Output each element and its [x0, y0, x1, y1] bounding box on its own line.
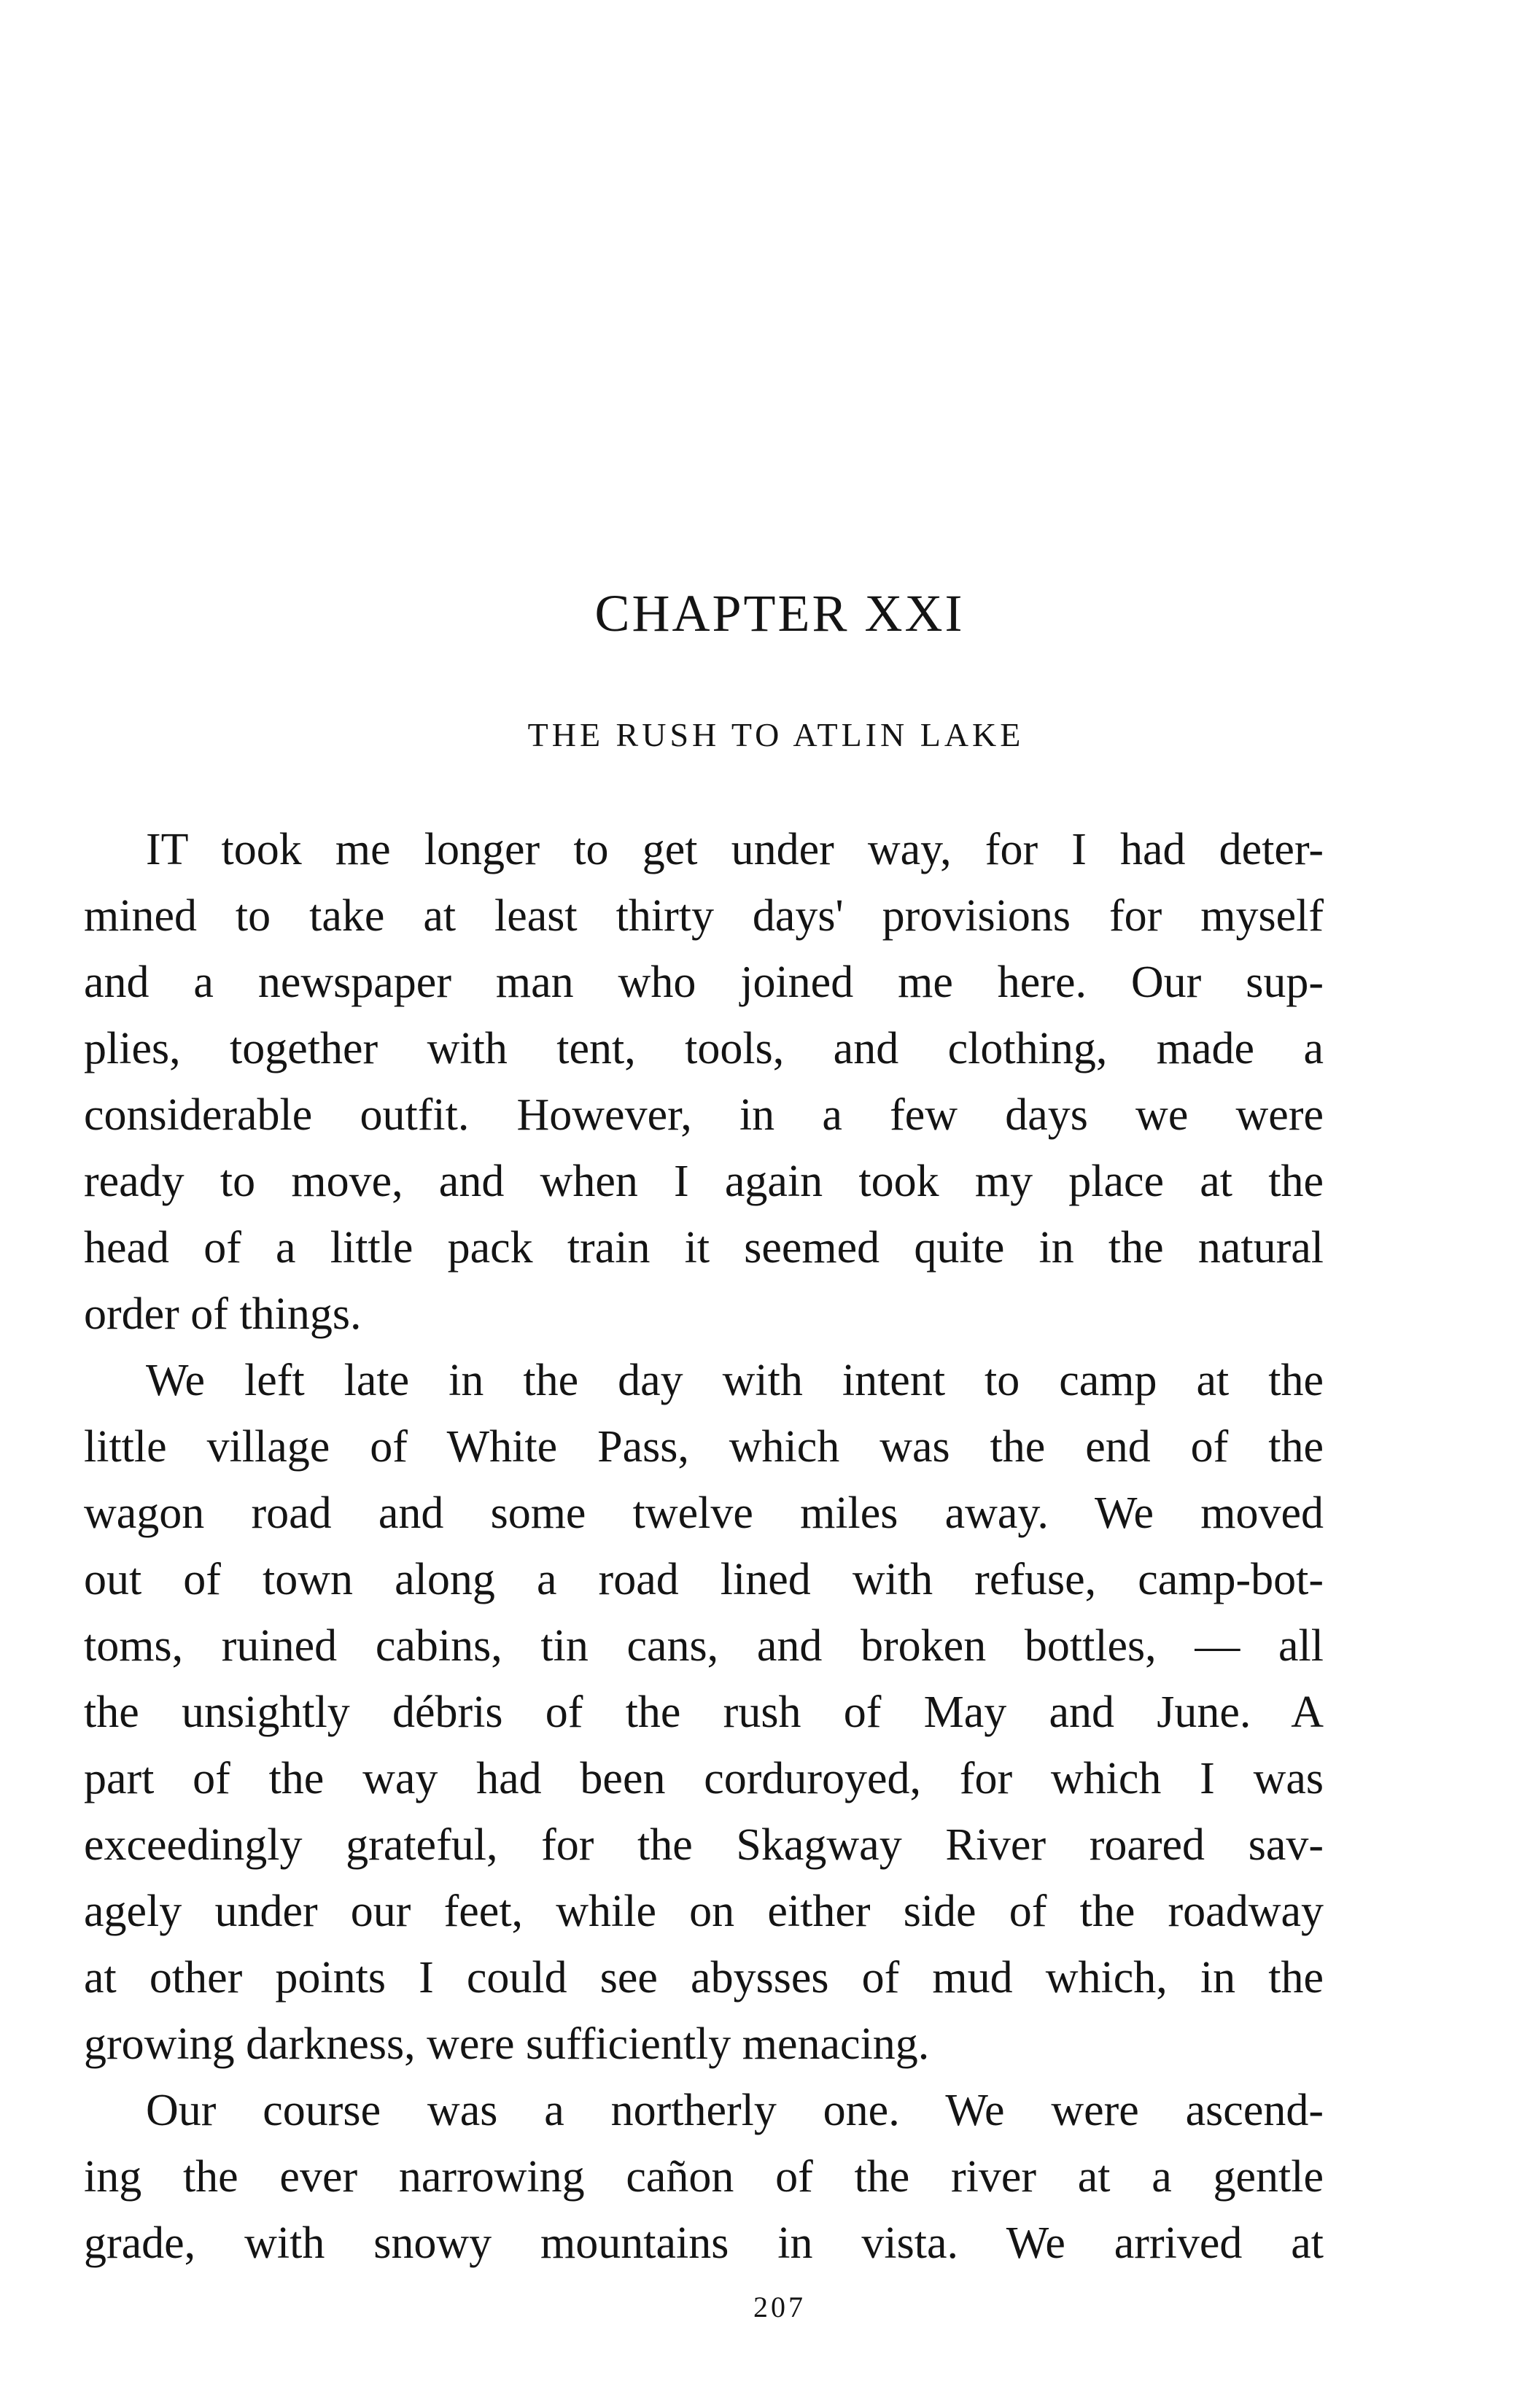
- page-number: 207: [753, 2291, 806, 2323]
- text-line: toms, ruined cabins, tin cans, and broken bottles, — all: [84, 1621, 1324, 1671]
- text-line: mined to take at least thirty days' provisions for myself: [84, 891, 1324, 941]
- text-line: grade, with snowy mountains in vista. We arrived at: [84, 2218, 1324, 2268]
- paragraph-1: [84, 817, 1324, 1348]
- text-line: out of town along a road lined with refuse, camp-bot-: [84, 1555, 1324, 1604]
- paragraph-3: [84, 2078, 1324, 2277]
- text-line: at other points I could see abysses of mud which, in the: [84, 1953, 1324, 2003]
- text-line: We left late in the day with intent to camp at the: [146, 1356, 1324, 1405]
- paragraph-2: [84, 1348, 1324, 2078]
- text-line: the unsightly débris of the rush of May and June. A: [84, 1687, 1324, 1737]
- text-line: ing the ever narrowing cañon of the river at a gentle: [84, 2152, 1324, 2202]
- text-line: IT took me longer to get under way, for I had deter-: [146, 825, 1324, 874]
- text-line: Our course was a northerly one. We were ascend-: [146, 2086, 1324, 2135]
- text-line: part of the way had been corduroyed, for which I was: [84, 1754, 1324, 1803]
- text-line: and a newspaper man who joined me here. Our sup-: [84, 958, 1324, 1007]
- text-line: wagon road and some twelve miles away. We moved: [84, 1488, 1324, 1538]
- text-line: considerable outfit. However, in a few days we were: [84, 1090, 1324, 1140]
- body-text: [84, 817, 1324, 2277]
- chapter-title: THE RUSH TO ATLIN LAKE: [527, 716, 1025, 753]
- text-line: order of things.: [84, 1289, 362, 1339]
- text-line: agely under our feet, while on either side of the roadway: [84, 1887, 1324, 1936]
- chapter-heading: CHAPTER XXI: [594, 584, 965, 642]
- text-line: plies, together with tent, tools, and clothing, made a: [84, 1024, 1324, 1073]
- text-line: ready to move, and when I again took my place at the: [84, 1157, 1324, 1206]
- text-line: exceedingly grateful, for the Skagway River roared sav-: [84, 1820, 1324, 1870]
- text-line: little village of White Pass, which was the end of the: [84, 1422, 1324, 1472]
- text-line: head of a little pack train it seemed quite in the natural: [84, 1223, 1324, 1273]
- text-line: growing darkness, were sufficiently menacing.: [84, 2019, 930, 2069]
